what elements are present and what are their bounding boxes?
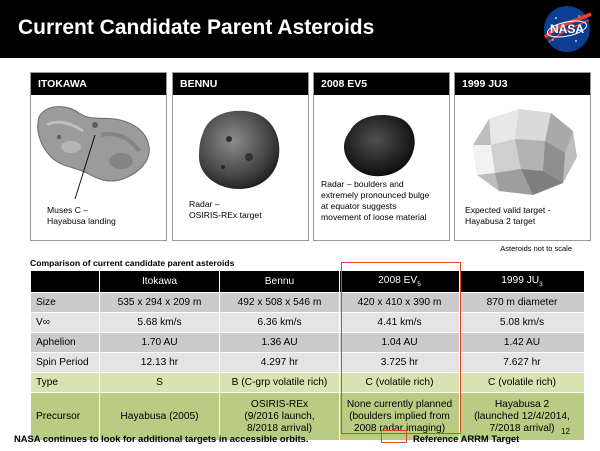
table-cell: OSIRIS-REx (9/2016 launch, 8/2018 arrival) [220, 393, 340, 441]
card-title-1999-ju3: 1999 JU3 [455, 73, 590, 95]
table-cell: 3.725 hr [340, 353, 460, 373]
table-cell: 1.04 AU [340, 333, 460, 353]
comparison-table [30, 270, 585, 441]
table-cell: 870 m diameter [460, 293, 585, 313]
title-bar [0, 0, 600, 58]
table-row [31, 293, 585, 313]
table-row [31, 373, 585, 393]
legend-swatch-icon [381, 430, 407, 443]
card-bennu [172, 72, 309, 241]
table-cell: 1.42 AU [460, 333, 585, 353]
card-caption-bennu: Radar – OSIRIS-REx target [189, 199, 262, 220]
legend-label: Reference ARRM Target [413, 433, 520, 444]
card-2008-ev5 [313, 72, 450, 241]
footer-note: NASA continues to look for additional targets in accessible orbits. [14, 433, 309, 444]
table-cell: C (volatile rich) [460, 373, 585, 393]
slide-title: Current Candidate Parent Asteroids [18, 16, 375, 39]
table-cell: S [100, 373, 220, 393]
table-cell: 535 x 294 x 209 m [100, 293, 220, 313]
card-title-itokawa: ITOKAWA [31, 73, 166, 95]
card-title-bennu: BENNU [173, 73, 308, 95]
row-label-size: Size [31, 293, 100, 313]
row-label-aphelion: Aphelion [31, 333, 100, 353]
table-cell: Hayabusa (2005) [100, 393, 220, 441]
scale-note: Asteroids not to scale [500, 244, 572, 253]
row-label-precursor: Precursor [31, 393, 100, 441]
reference-target-highlight [341, 262, 461, 434]
table-cell: 4.297 hr [220, 353, 340, 373]
table-cell: 6.36 km/s [220, 313, 340, 333]
table-cell: Hayabusa 2 (launched 12/4/2014, 7/2018 arrival) [460, 393, 585, 441]
table-cell: 4.41 km/s [340, 313, 460, 333]
table-cell: 12.13 hr [100, 353, 220, 373]
card-caption-2008-ev5: Radar – boulders and extremely pronounced bulge at equator suggests movement of loose material [321, 179, 430, 222]
table-row [31, 353, 585, 373]
table-row [31, 333, 585, 353]
card-caption-1999-ju3: Expected valid target - Hayabusa 2 target [465, 205, 551, 226]
table-header-bennu: Bennu [220, 271, 340, 293]
table-cell: 7.627 hr [460, 353, 585, 373]
table-row [31, 313, 585, 333]
card-title-2008-ev5: 2008 EV5 [314, 73, 449, 95]
table-cell: 5.68 km/s [100, 313, 220, 333]
table-cell: None currently planned (boulders implied from 2008 radar imaging) [340, 393, 460, 441]
table-cell: B (C-grp volatile rich) [220, 373, 340, 393]
row-label-type: Type [31, 373, 100, 393]
table-cell: C (volatile rich) [340, 373, 460, 393]
page-number: 12 [561, 427, 570, 436]
nasa-logo-text: NASA [549, 22, 585, 36]
table-header-blank [31, 271, 100, 293]
card-1999-ju3 [454, 72, 591, 241]
table-cell: 492 x 508 x 546 m [220, 293, 340, 313]
table-cell: 1.70 AU [100, 333, 220, 353]
table-cell: 1.36 AU [220, 333, 340, 353]
table-header-1999-ju3: 1999 $JU_3$ [460, 271, 585, 293]
table-caption: Comparison of current candidate parent asteroids [30, 258, 235, 268]
card-caption-itokawa: Muses C – Hayabusa landing [47, 205, 116, 226]
table-header-2008-ev5: 2008 $EV_5$ [340, 271, 460, 293]
table-cell: 5.08 km/s [460, 313, 585, 333]
nasa-logo-icon [541, 4, 593, 54]
card-itokawa [30, 72, 167, 241]
row-label-v-infinity: V∞ [31, 313, 100, 333]
table-cell: 420 x 410 x 390 m [340, 293, 460, 313]
table-header-row [31, 271, 585, 293]
row-label-spin-period: Spin Period [31, 353, 100, 373]
table-header-itokawa: Itokawa [100, 271, 220, 293]
